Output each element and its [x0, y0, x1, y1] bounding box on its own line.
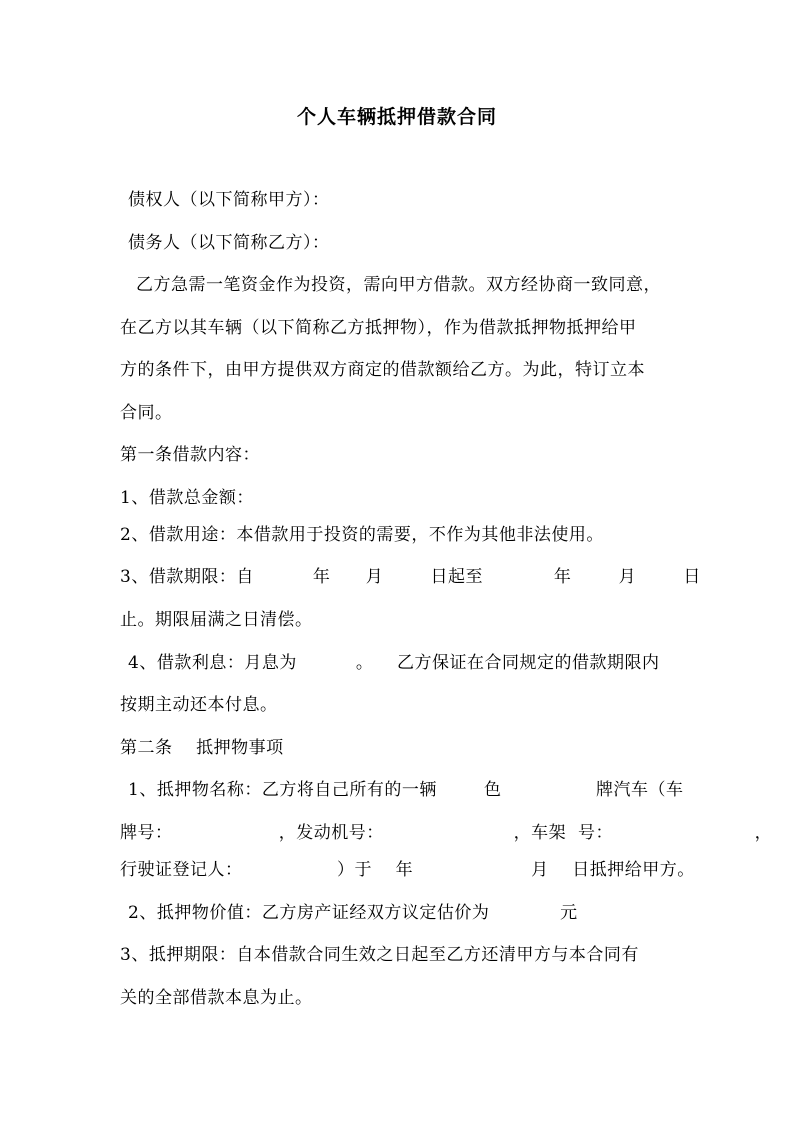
preamble-line-3: 方的条件下，由甲方提供双方商定的借款额给乙方。为此，特订立本	[120, 360, 645, 380]
debtor-line: 债务人（以下简称乙方）：	[128, 233, 330, 253]
collateral-name-clause-cont-1: 牌号： ，发动机号： ，车架 号： ，	[120, 823, 773, 843]
loan-term-clause: 3、借款期限：自 年 月 日起至 年 月 日	[120, 567, 701, 587]
loan-purpose-clause: 2、借款用途：本借款用于投资的需要，不作为其他非法使用。	[120, 525, 604, 545]
loan-term-clause-cont: 止。期限届满之日清偿。	[120, 610, 313, 630]
document-title: 个人车辆抵押借款合同	[296, 106, 497, 128]
preamble-line-4: 合同。	[120, 403, 173, 423]
interest-clause-cont: 按期主动还本付息。	[120, 695, 278, 715]
loan-amount-clause: 1、借款总金额：	[120, 488, 254, 508]
mortgage-term-clause: 3、抵押期限：自本借款合同生效之日起至乙方还清甲方与本合同有	[120, 945, 639, 965]
interest-clause: 4、借款利息：月息为 。 乙方保证在合同规定的借款期限内	[128, 653, 660, 673]
collateral-name-clause: 1、抵押物名称：乙方将自己所有的一辆 色 牌汽车（车	[128, 780, 684, 800]
article-2-heading: 第二条 抵押物事项	[120, 738, 284, 758]
preamble-line-1: 乙方急需一笔资金作为投资，需向甲方借款。双方经协商一致同意，	[136, 275, 661, 295]
collateral-name-clause-cont-2: 行驶证登记人： ）于 年 月 日抵押给甲方。	[120, 860, 695, 880]
preamble-line-2: 在乙方以其车辆（以下简称乙方抵押物），作为借款抵押物抵押给甲	[120, 318, 637, 338]
collateral-value-clause: 2、抵押物价值：乙方房产证经双方议定估价为 元	[128, 903, 578, 923]
mortgage-term-clause-cont: 关的全部借款本息为止。	[120, 988, 313, 1008]
creditor-line: 债权人（以下简称甲方）：	[128, 190, 330, 210]
article-1-heading: 第一条借款内容：	[120, 445, 260, 465]
